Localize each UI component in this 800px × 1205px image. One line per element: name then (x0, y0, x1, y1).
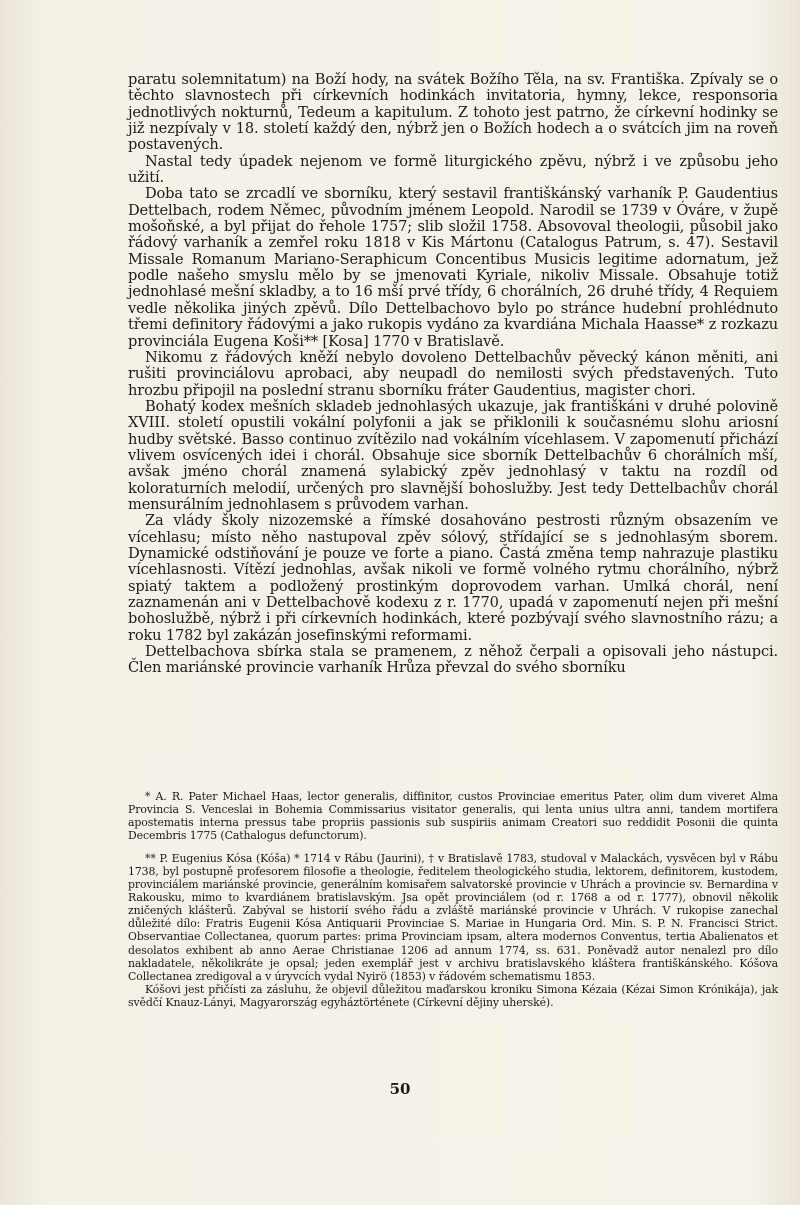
paragraph: Bohatý kodex mešních skladeb jednohlasých ukazuje, jak františkáni v druhé polovině XVIII. století opustili vokální polyfonii a jak se přiklonili k současnému slohu ariosní hudby světské. Basso continuo zvítězilo nad vokálním vícehlasem. V zapomenutí přichází vlivem osvícených idei i chorál. Obsahuje sice sborník Dettelbachův 6 chorálních mší, avšak jméno chorál znamená sylabický zpěv jednohlasý v taktu na rozdíl od koloraturních melodií, určených pro slavnější bohoslužby. Jest tedy Dettelbachův chorál mensurálním jednohlasem s průvodem varhan. (128, 397, 778, 513)
footnote: ** P. Eugenius Kósa (Kóša) * 1714 v Rábu (Jaurini), † v Bratislavě 1783, studoval v Malackách, vysvěcen byl v Rábu 1738, byl postupně profesorem filosofie a theologie, ředitelem theologického studia, lektorem, definitorem, kustodem, provinciálem mariánské provincie, generálním komisařem salvatorské provincie v Uhrách a provincie sv. Bernardina v Rakousku, mimo to kvardiánem bratislavským. Jsa opět provinciálem (od r. 1768 a od r. 1777), obnovil několik zničených klášterů. Zabýval se historií svého řádu a zvláště mariánské provincie v Uhrách. V rukopise zanechal důležité dílo: Fratris Eugenii Kósa Antiquarii Provinciae S. Mariae in Hungaria Ord. Min. S. P. N. Francisci Strict. Observantiae Collectanea, quorum partes: prima Provinciam ipsam, altera modernos Conventus, tertia Abalienatos et desolatos exhibent ab anno Aerae Christianae 1206 ad annum 1774, ss. 631. Poněvadž autor nenalezl pro dílo nakladatele, několikráte je opsal; jeden exemplář jest v archivu bratislavského kláštera františkánského. Kóšova Collectanea zredigoval a v úryvcích vydal Nyirö (1853) v řádovém schematismu 1853. (128, 852, 778, 983)
page-number: 50 (389, 1080, 411, 1098)
paragraph: Doba tato se zrcadlí ve sborníku, který sestavil františkánský varhaník P. Gaudentius Dettelbach, rodem Němec, původním jménem Leopold. Narodil se 1739 v Óváre, v župě mošoňské, a byl přijat do řehole 1757; slib složil 1758. Absovoval theologii, působil jako řádový varhaník a zemřel roku 1818 v Kis Mártonu (Catalogus Patrum, s. 47). Sestavil Missale Romanum Mariano-Seraphicum Concentibus Musicis legitime adornatum, jež podle našeho smyslu mělo by se jmenovati Kyriale, nikoliv Missale. Obsahuje totiž jednohlasé mešní skladby, a to 16 mší prvé třídy, 6 chorálních, 26 druhé třídy, 4 Requiem vedle několika jiných zpěvů. Dílo Dettelbachovo bylo po stránce hudební prohlédnuto třemi definitory řádovými a jako rukopis vydáno za kvardiána Michala Haasse* z rozkazu provinciála Eugena Koši** [Kosa] 1770 v Bratislavě. (128, 185, 778, 350)
paragraph: Dettelbachova sbírka stala se pramenem, z něhož čerpali a opisovali jeho nástupci. Člen mariánské provincie varhaník Hrůza převzal do svého sborníku (128, 643, 778, 677)
footnote: Kóšovi jest přičísti za zásluhu, že objevil důležitou maďarskou kroniku Simona Kézaia (Kézai Simon Krónikája), jak svědčí Knauz-Lányi, Magyarország egyháztörténete (Církevní dějiny uherské). (128, 982, 778, 1009)
paragraph: paratu solemnitatum) na Boží hody, na svátek Božího Těla, na sv. Františka. Zpívaly se o těchto slavnostech při církevních hodinkách invitatoria, hymny, lekce, responsoria jednotlivých nokturnů, Tedeum a kapitulum. Z tohoto jest patrno, že církevní hodinky se již nezpívaly v 18. století každý den, nýbrž jen o Božích hodech a o svátcích jim na roveň postavených. (128, 71, 778, 154)
paragraph: Za vlády školy nizozemské a římské dosahováno pestrosti různým obsazením ve vícehlasu; místo něho nastupoval zpěv sólový, střídající se s jednohlasým sborem. Dynamické odstiňování je pouze ve forte a piano. Častá změna temp nahrazuje plastiku vícehlasnosti. Vítězí jednohlas, avšak nikoli ve formě volného rytmu chorálního, nýbrž spiatý taktem a podložený prostinkým doprovodem varhan. Umlká chorál, není zaznamenán ani v Dettelbachově kodexu z r. 1770, upadá v zapomenutí nejen při mešní bohoslužbě, nýbrž i při církevních hodinkách, které pozbývají svého slavnostního rázu; a roku 1782 byl zakázán josefinskými reformami. (128, 512, 778, 644)
paragraph: Nikomu z řádových kněží nebylo dovoleno Dettelbachův pěvecký kánon měniti, ani rušiti provinciálovu aprobaci, aby neupadl do nemilosti svých představených. Tuto hrozbu připojil na poslední stranu sborníku fráter Gaudentius, magister chori. (128, 348, 778, 399)
paragraph: Nastal tedy úpadek nejenom ve formě liturgického zpěvu, nýbrž i ve způsobu jeho užití. (128, 152, 778, 187)
footnote: * A. R. Pater Michael Haas, lector generalis, diffinitor, custos Provinciae emeritus Pater, olim dum viveret Alma Provincia S. Venceslai in Bohemia Commissarius visitator generalis, qui lenta unius ultra anni, tandem mortifera apostematis interna pressus tabe propriis passionis sub suspiriis animam Creatori suo reddidit Posonii die quinta Decembris 1775 (Cathalogus defunctorum). (128, 790, 778, 843)
main-text (128, 72, 778, 677)
footnotes (128, 790, 778, 1009)
